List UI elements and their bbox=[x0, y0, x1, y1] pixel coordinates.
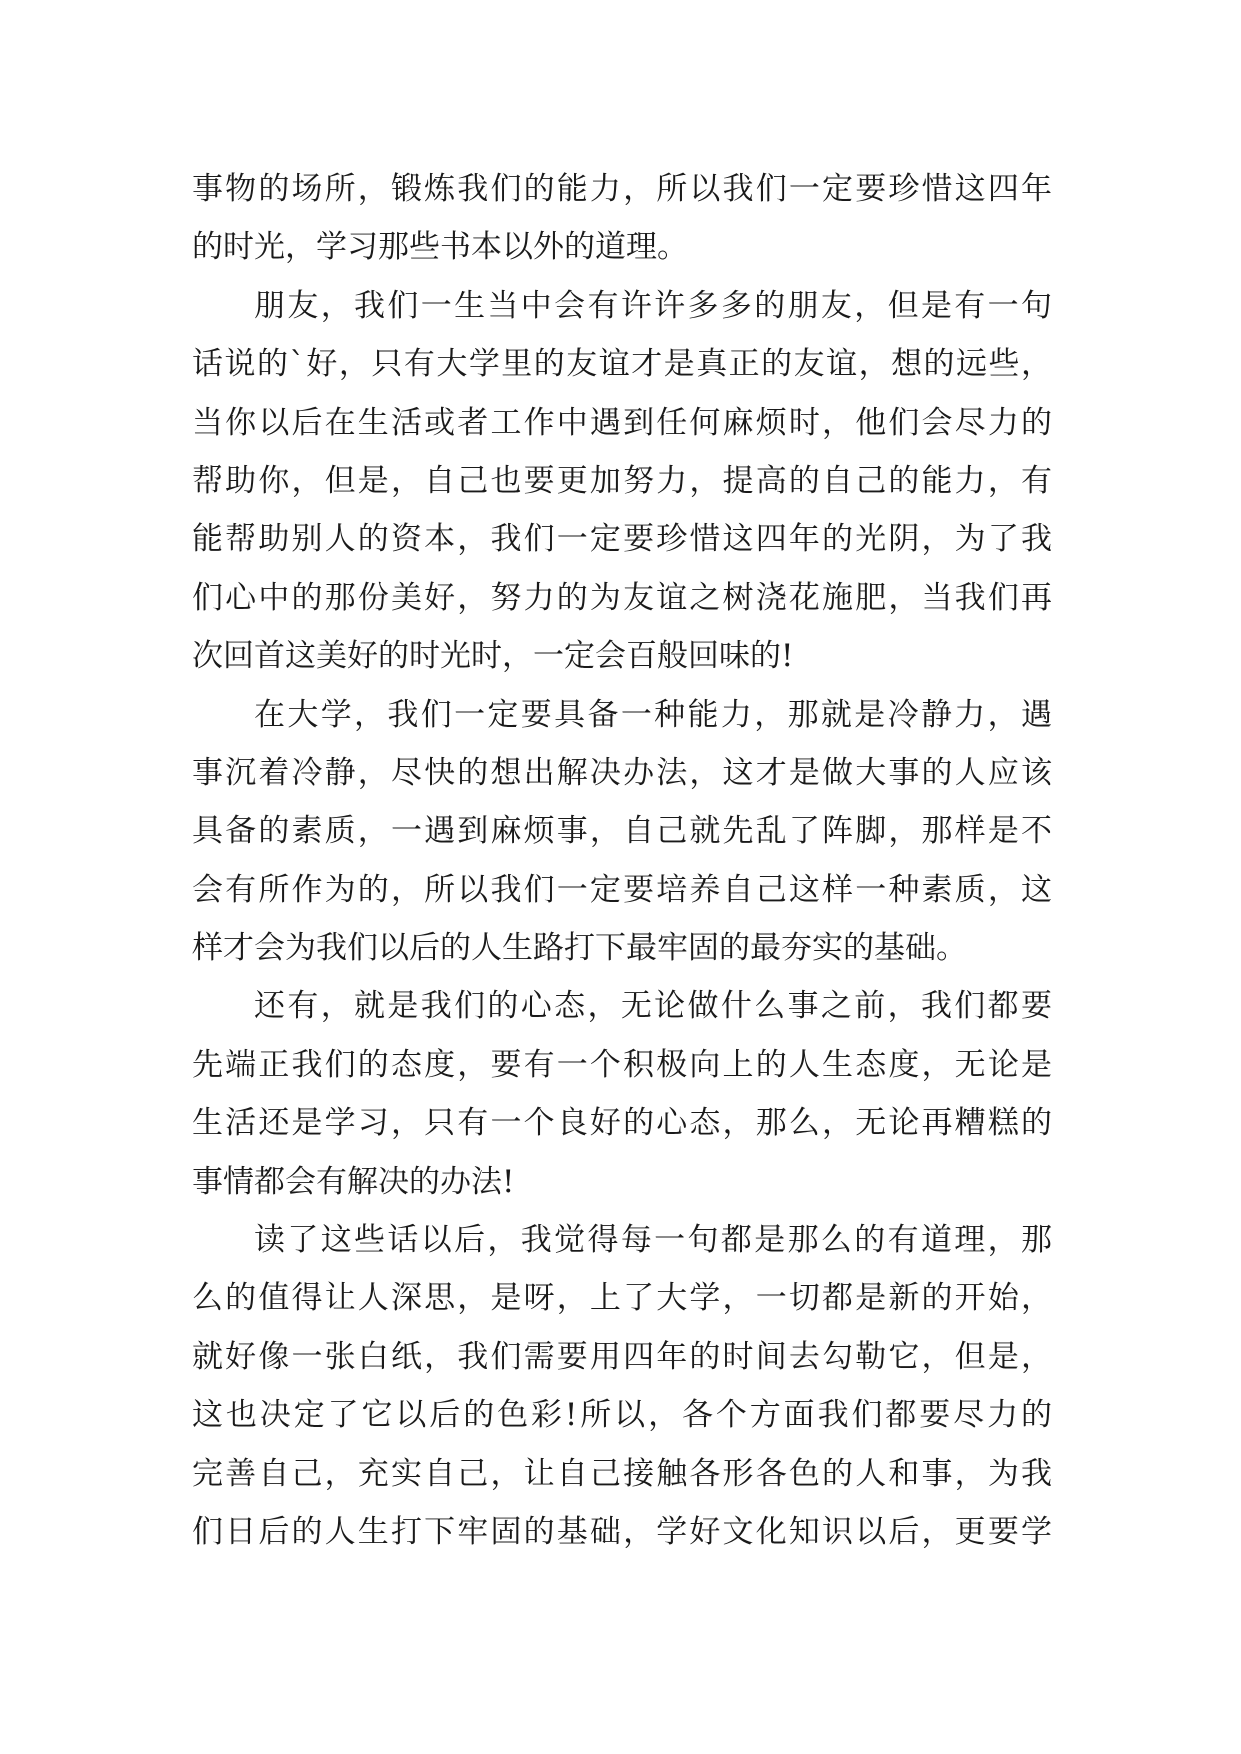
paragraph-first-line: 朋友，我们一生当中会有许许多多的朋友，但是有一句 bbox=[254, 287, 1052, 324]
text-line: 次回首这美好的时光时，一定会百般回味的! bbox=[192, 638, 794, 675]
text-line: 这也决定了它以后的色彩!所以，各个方面我们都要尽力的 bbox=[192, 1397, 1052, 1434]
text-line: 事沉着冷静，尽快的想出解决办法，这才是做大事的人应该 bbox=[192, 754, 1052, 791]
text-line: 们日后的人生打下牢固的基础，学好文化知识以后，更要学 bbox=[192, 1513, 1052, 1550]
text-line: 帮助你，但是，自己也要更加努力，提高的自己的能力，有 bbox=[192, 462, 1052, 499]
paragraph-first-line: 读了这些话以后，我觉得每一句都是那么的有道理，那 bbox=[254, 1222, 1052, 1259]
text-line: 能帮助别人的资本，我们一定要珍惜这四年的光阴，为了我 bbox=[192, 521, 1052, 558]
text-line: 完善自己，充实自己，让自己接触各形各色的人和事，为我 bbox=[192, 1455, 1052, 1492]
text-line: 事物的场所，锻炼我们的能力，所以我们一定要珍惜这四年 bbox=[192, 171, 1052, 207]
text-line: 样才会为我们以后的人生路打下最牢固的最夯实的基础。 bbox=[192, 930, 967, 967]
text-line: 话说的`好，只有大学里的友谊才是真正的友谊，想的远些， bbox=[192, 346, 1052, 383]
text-line: 先端正我们的态度，要有一个积极向上的人生态度，无论是 bbox=[192, 1046, 1052, 1083]
paragraph-first-line: 还有，就是我们的心态，无论做什么事之前，我们都要 bbox=[254, 988, 1052, 1025]
document-body bbox=[192, 160, 1052, 1561]
text-line: 具备的素质，一遇到麻烦事，自己就先乱了阵脚，那样是不 bbox=[192, 813, 1052, 850]
text-line: 生活还是学习，只有一个良好的心态，那么，无论再糟糕的 bbox=[192, 1105, 1052, 1142]
text-line: 事情都会有解决的办法! bbox=[192, 1163, 515, 1200]
paragraph-first-line: 在大学，我们一定要具备一种能力，那就是冷静力，遇 bbox=[254, 696, 1052, 733]
text-line: 当你以后在生活或者工作中遇到任何麻烦时，他们会尽力的 bbox=[192, 404, 1052, 441]
text-line: 们心中的那份美好，努力的为友谊之树浇花施肥，当我们再 bbox=[192, 579, 1052, 616]
text-line: 就好像一张白纸，我们需要用四年的时间去勾勒它，但是， bbox=[192, 1338, 1052, 1375]
text-line: 的时光，学习那些书本以外的道理。 bbox=[192, 229, 688, 266]
text-line: 会有所作为的，所以我们一定要培养自己这样一种素质，这 bbox=[192, 871, 1052, 908]
text-line: 么的值得让人深思，是呀，上了大学，一切都是新的开始， bbox=[192, 1280, 1052, 1317]
